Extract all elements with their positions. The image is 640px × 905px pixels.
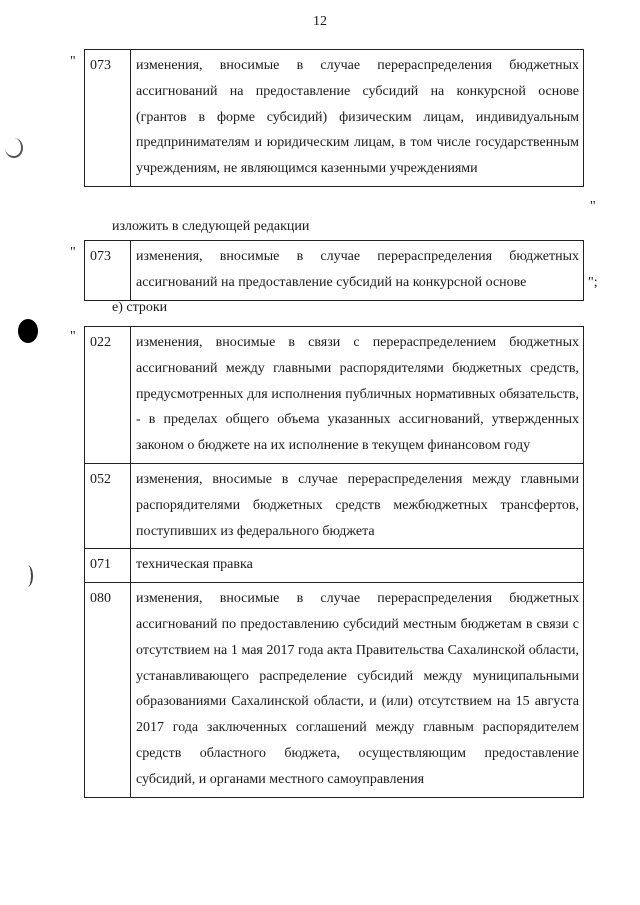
table-row [85, 50, 584, 187]
row-description: изменения, вносимые в случае перераспределения бюджетных ассигнований на предоставление субсидий на конкурсной основе [131, 241, 584, 301]
table-rows [84, 326, 584, 798]
closing-quote-semicolon: "; [588, 275, 598, 290]
row-code: 073 [85, 50, 131, 187]
row-description: изменения, вносимые в случае перераспределения бюджетных ассигнований на предоставление субсидий на конкурсной основе (грантов в форме субсидий) физическим лицам, индивидуальным предпринимателям и юридическим лицам, в том числе государственным учреждениям, не являющимся казенными учреждениями [131, 50, 584, 187]
row-code: 052 [85, 463, 131, 548]
opening-quote: " [70, 245, 76, 260]
page-number: 12 [313, 14, 327, 29]
table-row [85, 327, 584, 464]
row-description: изменения, вносимые в случае перераспределения бюджетных ассигнований по предоставлению субсидий местным бюджетам в связи с отсутствием на 1 мая 2017 года акта Правительства Сахалинской области, устанавливающего распределение субсидий между муниципальными образованиями Сахалинской области, и (или) отсутствием на 15 августа 2017 года заключенных соглашений между главным распорядителем средств областного бюджета, осуществляющим предоставление субсидий, и органами местного самоуправления [131, 583, 584, 797]
opening-quote: " [70, 54, 76, 69]
scan-mark-arc [22, 565, 33, 587]
row-code: 080 [85, 583, 131, 797]
row-code: 071 [85, 549, 131, 583]
table-row [85, 583, 584, 797]
row-description: техническая правка [131, 549, 584, 583]
row-code: 073 [85, 241, 131, 301]
table-row [85, 549, 584, 583]
table-new-wording [84, 240, 584, 301]
row-code: 022 [85, 327, 131, 464]
scan-mark-arc [5, 138, 23, 158]
table-old-wording [84, 49, 584, 187]
opening-quote: " [70, 329, 76, 344]
table-row [85, 241, 584, 301]
instruction-replace: изложить в следующей редакции [112, 219, 310, 234]
instruction-rows: е) строки [112, 300, 168, 315]
row-description: изменения, вносимые в случае перераспределения между главными распорядителями бюджетных средств межбюджетных трансфертов, поступивших из федерального бюджета [131, 463, 584, 548]
row-description: изменения, вносимые в связи с перераспределением бюджетных ассигнований между главными распорядителями бюджетных средств, предусмотренных для исполнения публичных нормативных обязательств, - в пределах общего объема указанных ассигнований, утвержденных законом о бюджете на их исполнение в текущем финансовом году [131, 327, 584, 464]
binder-hole-mark [18, 319, 38, 343]
table-row [85, 463, 584, 548]
closing-quote: " [590, 199, 596, 214]
